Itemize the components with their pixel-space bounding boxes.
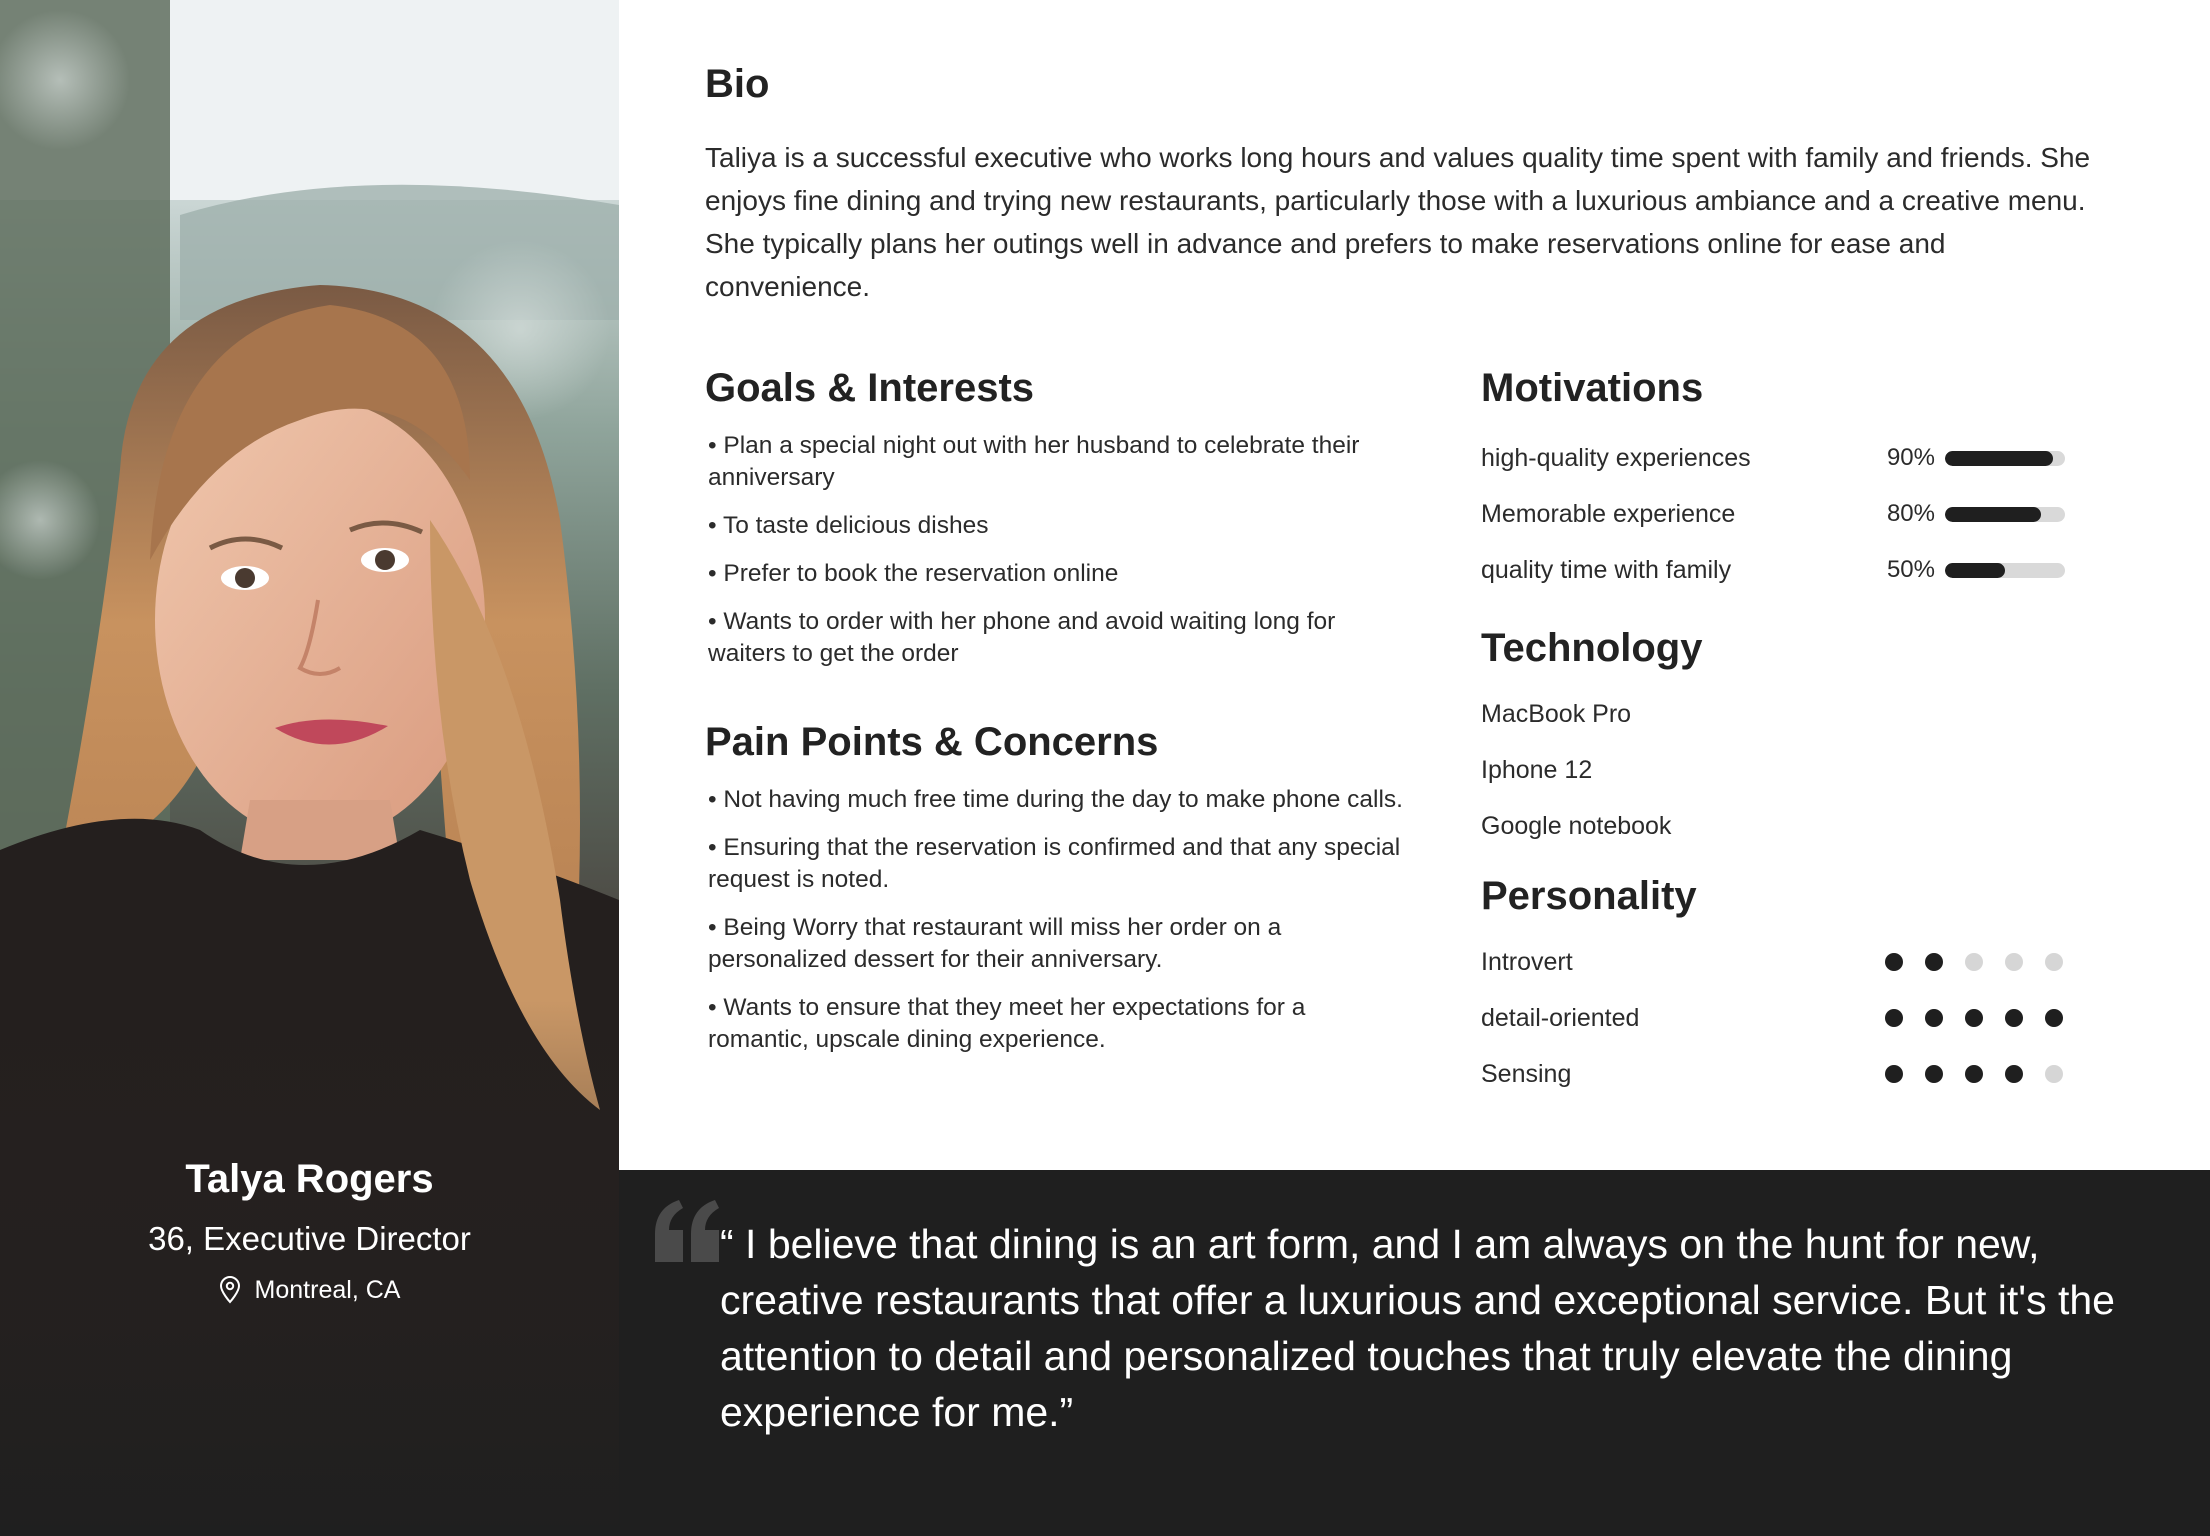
motivation-percent: 50% <box>1886 556 1935 583</box>
rating-dot-filled <box>1925 1009 1943 1027</box>
pain-points-title: Pain Points & Concerns <box>705 720 1159 764</box>
motivation-bar <box>1945 507 2065 522</box>
motivation-row <box>1481 542 2091 598</box>
pain-points-list <box>705 784 1405 1056</box>
quote-panel <box>619 1170 2210 1536</box>
personality-row <box>1481 934 2091 990</box>
quote-mark-icon <box>653 1200 723 1262</box>
personality-row <box>1481 1046 2091 1102</box>
pain-point-item: • Not having much free time during the day to make phone calls. <box>708 786 1403 813</box>
right-column <box>1481 360 2091 1102</box>
goals-item: • Wants to order with her phone and avoid waiting long for waiters to get the order <box>708 608 1336 667</box>
location-pin-icon <box>219 1276 241 1304</box>
rating-dot-filled <box>1885 1009 1903 1027</box>
personality-rating <box>1885 953 2063 971</box>
rating-dot-filled <box>1885 1065 1903 1083</box>
left-column <box>705 360 1405 1072</box>
rating-dot-filled <box>1965 1009 1983 1027</box>
motivation-label: high-quality experiences <box>1481 443 1751 472</box>
rating-dot-filled <box>2045 1009 2063 1027</box>
bio-text: Taliya is a successful executive who works long hours and values quality time spent with family and friends. She enjoys fine dining and trying new restaurants, particularly those with a luxurious ambiance and a creative menu. She typically plans her outings well in advance and prefers to make reservations online for ease and convenience. <box>705 142 2091 302</box>
persona-name: Talya Rogers <box>185 1157 434 1201</box>
motivation-percent: 80% <box>1886 500 1935 527</box>
personality-row <box>1481 990 2091 1046</box>
rating-dot-empty <box>2005 953 2023 971</box>
personality-label: detail-oriented <box>1481 1003 1640 1032</box>
personality-rating <box>1885 1009 2063 1027</box>
technology-item: Iphone 12 <box>1481 756 1593 784</box>
technology-title: Technology <box>1481 626 1703 670</box>
personality-label: Sensing <box>1481 1059 1572 1088</box>
technology-item: MacBook Pro <box>1481 700 1632 728</box>
motivation-row <box>1481 430 2091 486</box>
rating-dot-empty <box>2045 1065 2063 1083</box>
technology-item: Google notebook <box>1481 812 1672 840</box>
rating-dot-filled <box>1925 1065 1943 1083</box>
motivation-bar-fill <box>1945 507 2041 522</box>
motivation-bar <box>1945 451 2065 466</box>
persona-location <box>0 1272 619 1308</box>
goals-item: • Plan a special night out with her husband to celebrate their anniversary <box>708 432 1360 491</box>
goals-title: Goals & Interests <box>705 366 1035 410</box>
motivation-bar <box>1945 563 2065 578</box>
persona-location-text: Montreal, CA <box>254 1276 401 1304</box>
motivation-percent: 90% <box>1886 444 1935 471</box>
pain-point-item: • Being Worry that restaurant will miss her order on a personalized dessert for their anniversary. <box>708 914 1282 973</box>
rating-dot-filled <box>2005 1009 2023 1027</box>
rating-dot-filled <box>1885 953 1903 971</box>
pain-point-item: • Ensuring that the reservation is confirmed and that any special request is noted. <box>708 834 1401 893</box>
persona-content <box>619 0 2210 1170</box>
motivation-label: quality time with family <box>1481 555 1732 584</box>
motivations-list <box>1481 430 2091 598</box>
rating-dot-empty <box>2045 953 2063 971</box>
technology-list <box>1481 686 2091 854</box>
goals-list <box>705 430 1405 670</box>
bio-title: Bio <box>705 62 770 106</box>
motivation-row <box>1481 486 2091 542</box>
personality-list <box>1481 934 2091 1102</box>
personality-rating <box>1885 1065 2063 1083</box>
rating-dot-filled <box>2005 1065 2023 1083</box>
rating-dot-filled <box>1965 1065 1983 1083</box>
goals-item: • Prefer to book the reservation online <box>708 560 1119 587</box>
personality-label: Introvert <box>1481 947 1573 976</box>
pain-point-item: • Wants to ensure that they meet her expectations for a romantic, upscale dining experience. <box>708 994 1306 1053</box>
motivation-bar-fill <box>1945 563 2005 578</box>
persona-role: 36, Executive Director <box>148 1220 471 1257</box>
rating-dot-empty <box>1965 953 1983 971</box>
motivation-bar-fill <box>1945 451 2053 466</box>
motivations-title: Motivations <box>1481 366 1704 410</box>
persona-photo-panel <box>0 0 619 1536</box>
motivation-label: Memorable experience <box>1481 499 1736 528</box>
rating-dot-filled <box>1925 953 1943 971</box>
goals-item: • To taste delicious dishes <box>708 512 989 539</box>
personality-title: Personality <box>1481 874 1697 918</box>
persona-info <box>0 1150 619 1308</box>
quote-text: “ I believe that dining is an art form, and I am always on the hunt for new, creative restaurants that offer a luxurious and exceptional service. But it's the attention to detail and personalized touches that truly elevate the dining experience for me.” <box>720 1221 2115 1435</box>
